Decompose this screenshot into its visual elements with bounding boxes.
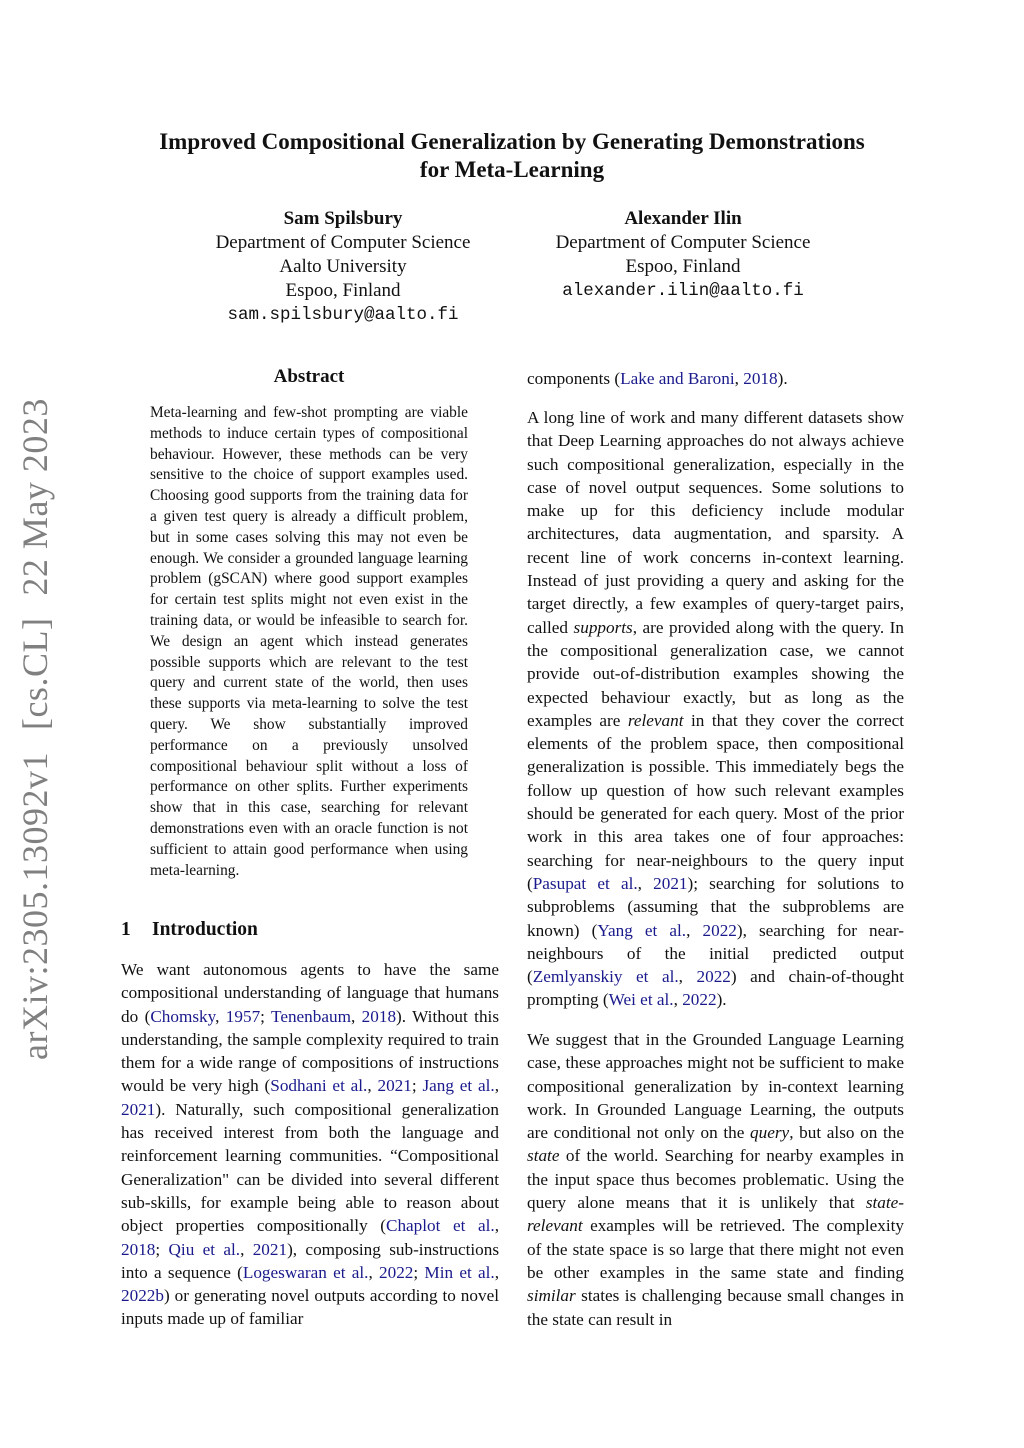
citation-link[interactable]: 2021 xyxy=(377,1076,412,1096)
citation-link[interactable]: Jang et al. xyxy=(422,1076,495,1096)
author-location: Espoo, Finland xyxy=(625,256,741,277)
citation-link[interactable]: Chomsky xyxy=(150,1006,216,1026)
arxiv-category: [cs.CL] xyxy=(15,617,55,731)
author-dept: Department of Computer Science xyxy=(555,232,811,253)
author-email[interactable]: alexander.ilin@aalto.fi xyxy=(562,281,804,301)
arxiv-date: 22 May 2023 xyxy=(15,398,55,596)
citation-link[interactable]: Logeswaran et al. xyxy=(242,1262,369,1282)
section-heading xyxy=(121,919,258,941)
citation-link[interactable]: 2022b xyxy=(121,1286,164,1306)
citation-link[interactable]: 2022 xyxy=(682,990,717,1010)
citation-link[interactable]: 2018 xyxy=(361,1006,397,1026)
paper-title xyxy=(100,128,924,184)
citation-link[interactable]: 2018 xyxy=(743,369,778,388)
intro-paragraph: We want autonomous agents to have the same compositional understanding of language that humans do (Chomsky, 1957; Tenenbaum, 2018). Without this understanding, the sample complexity required to train them for a wide range of compositions of instructions would be very high (Sodhani et al., 2021; Jang et al., 2021). Naturally, such compositional generalization has received interest from both the language and reinforcement learning communities. “Compositional Generalization" can be divided into several different sub-skills, for example being able to reason about object properties compositionally (Chaplot et al., 2018; Qiu et al., 2021), composing sub-instructions into a sequence (Logeswaran et al., 2022; Min et al., 2022b) or generating novel outputs according to novel inputs made up of familiar xyxy=(121,960,500,1329)
right-col-paragraph-1: A long line of work and many different datasets show that Deep Learning approaches do not always achieve such compositional generalization, especially in the case of novel output sequences. Some solutions to make up for this deficiency include modular architectures, data augmentation, and sparsity. A recent line of work concerns in-context learning. Instead of just providing a query and asking for the target directly, a few examples of query-target pairs, called supports, are provided along with the query. In the compositional generalization case, we cannot provide out-of-distribution examples showing the expected behaviour exactly, but as long as the examples are relevant in that they cover the correct elements of the problem space, then compositional generalization is possible. This immediately begs the follow up question of how such relevant examples should be generated for each query. Most of the prior work in this area takes one of four approaches: searching for near-neighbours to the query input (Pasupat et al., 2021); searching for solutions to subproblems (assuming that the subproblems are known) (Yang et al., 2022), searching for near-neighbours of the initial predicted output (Zemlyanskiy et al., 2022) and chain-of-thought prompting (Wei et al., 2022). xyxy=(527,408,905,1010)
author-name: Alexander Ilin xyxy=(624,208,742,229)
arxiv-identifier xyxy=(14,398,56,1060)
author-location: Espoo, Finland xyxy=(285,280,401,301)
title-line-2: for Meta-Learning xyxy=(419,157,605,182)
section-number: 1 xyxy=(121,919,131,940)
author-dept: Department of Computer Science xyxy=(215,232,471,253)
right-col-paragraph-2: We suggest that in the Grounded Language Learning case, these approaches might not be sufficient to make compositional generalization by in-context learning work. In Grounded Language Learning, the outputs are conditional not only on the query, but also on the state of the world. Searching for nearby examples in the input space thus becomes problematic. Using the query alone means that it is unlikely that state-relevant examples will be retrieved. The complexity of the state space is so large that there might not even be other examples in the same state and finding similar states is challenging because small changes in the state can result in xyxy=(527,1030,904,1329)
citation-link[interactable]: Zemlyanskiy et al. xyxy=(532,967,679,987)
citation-link[interactable]: Pasupat et al. xyxy=(532,873,638,893)
arxiv-id: arXiv:2305.13092v1 xyxy=(15,752,55,1060)
citation-link[interactable]: Qiu et al. xyxy=(168,1239,241,1259)
author-inst: Aalto University xyxy=(279,256,407,277)
citation-link[interactable]: Chaplot et al. xyxy=(385,1216,495,1236)
section-title: Introduction xyxy=(152,919,258,940)
citation-link[interactable]: 2018 xyxy=(121,1239,156,1259)
citation-link[interactable]: 1957 xyxy=(225,1006,261,1026)
citation-link[interactable]: 2022 xyxy=(702,920,737,940)
citation-link[interactable]: 2021 xyxy=(252,1239,288,1259)
abstract-heading: Abstract xyxy=(273,366,345,387)
citation-link[interactable]: Sodhani et al. xyxy=(270,1076,368,1096)
author-email[interactable]: sam.spilsbury@aalto.fi xyxy=(227,305,459,325)
author-block-1 xyxy=(193,207,493,327)
citation-link[interactable]: Wei et al. xyxy=(608,990,674,1010)
author-name: Sam Spilsbury xyxy=(283,208,403,229)
citation-link[interactable]: Lake and Baroni xyxy=(620,369,735,388)
title-line-1: Improved Compositional Generalization by Generating Demonstrations xyxy=(159,129,865,154)
right-col-continuation: components (Lake and Baroni, 2018). xyxy=(527,369,788,388)
citation-link[interactable]: Yang et al. xyxy=(597,920,687,940)
citation-link[interactable]: Tenenbaum xyxy=(271,1006,351,1026)
author-block-2 xyxy=(533,207,833,303)
citation-link[interactable]: 2021 xyxy=(653,873,688,893)
citation-link[interactable]: 2022 xyxy=(379,1262,414,1282)
citation-link[interactable]: 2022 xyxy=(696,967,731,987)
citation-link[interactable]: 2021 xyxy=(121,1099,156,1119)
citation-link[interactable]: Min et al. xyxy=(424,1262,495,1282)
abstract-text: Meta-learning and few-shot prompting are viable methods to induce certain types of compositional behaviour. However, these methods can be very sensitive to the choice of support examples used. Choosing good supports from the training data for a given test query is already a difficult problem, but in some cases solving this may not even be enough. We consider a grounded language learning problem (gSCAN) where good support examples for certain test splits might not even exist in the training data, or would be infeasible to search for. We design an agent which instead generates possible supports which are relevant to the test query and current state of the world, then uses these supports via meta-learning to solve the test query. We show substantially improved performance on a previously unsolved compositional behaviour split without a loss of performance on other splits. Further experiments show that in this case, searching for relevant demonstrations even with an oracle function is not sufficient to attain good performance when using meta-learning. xyxy=(150,404,468,879)
